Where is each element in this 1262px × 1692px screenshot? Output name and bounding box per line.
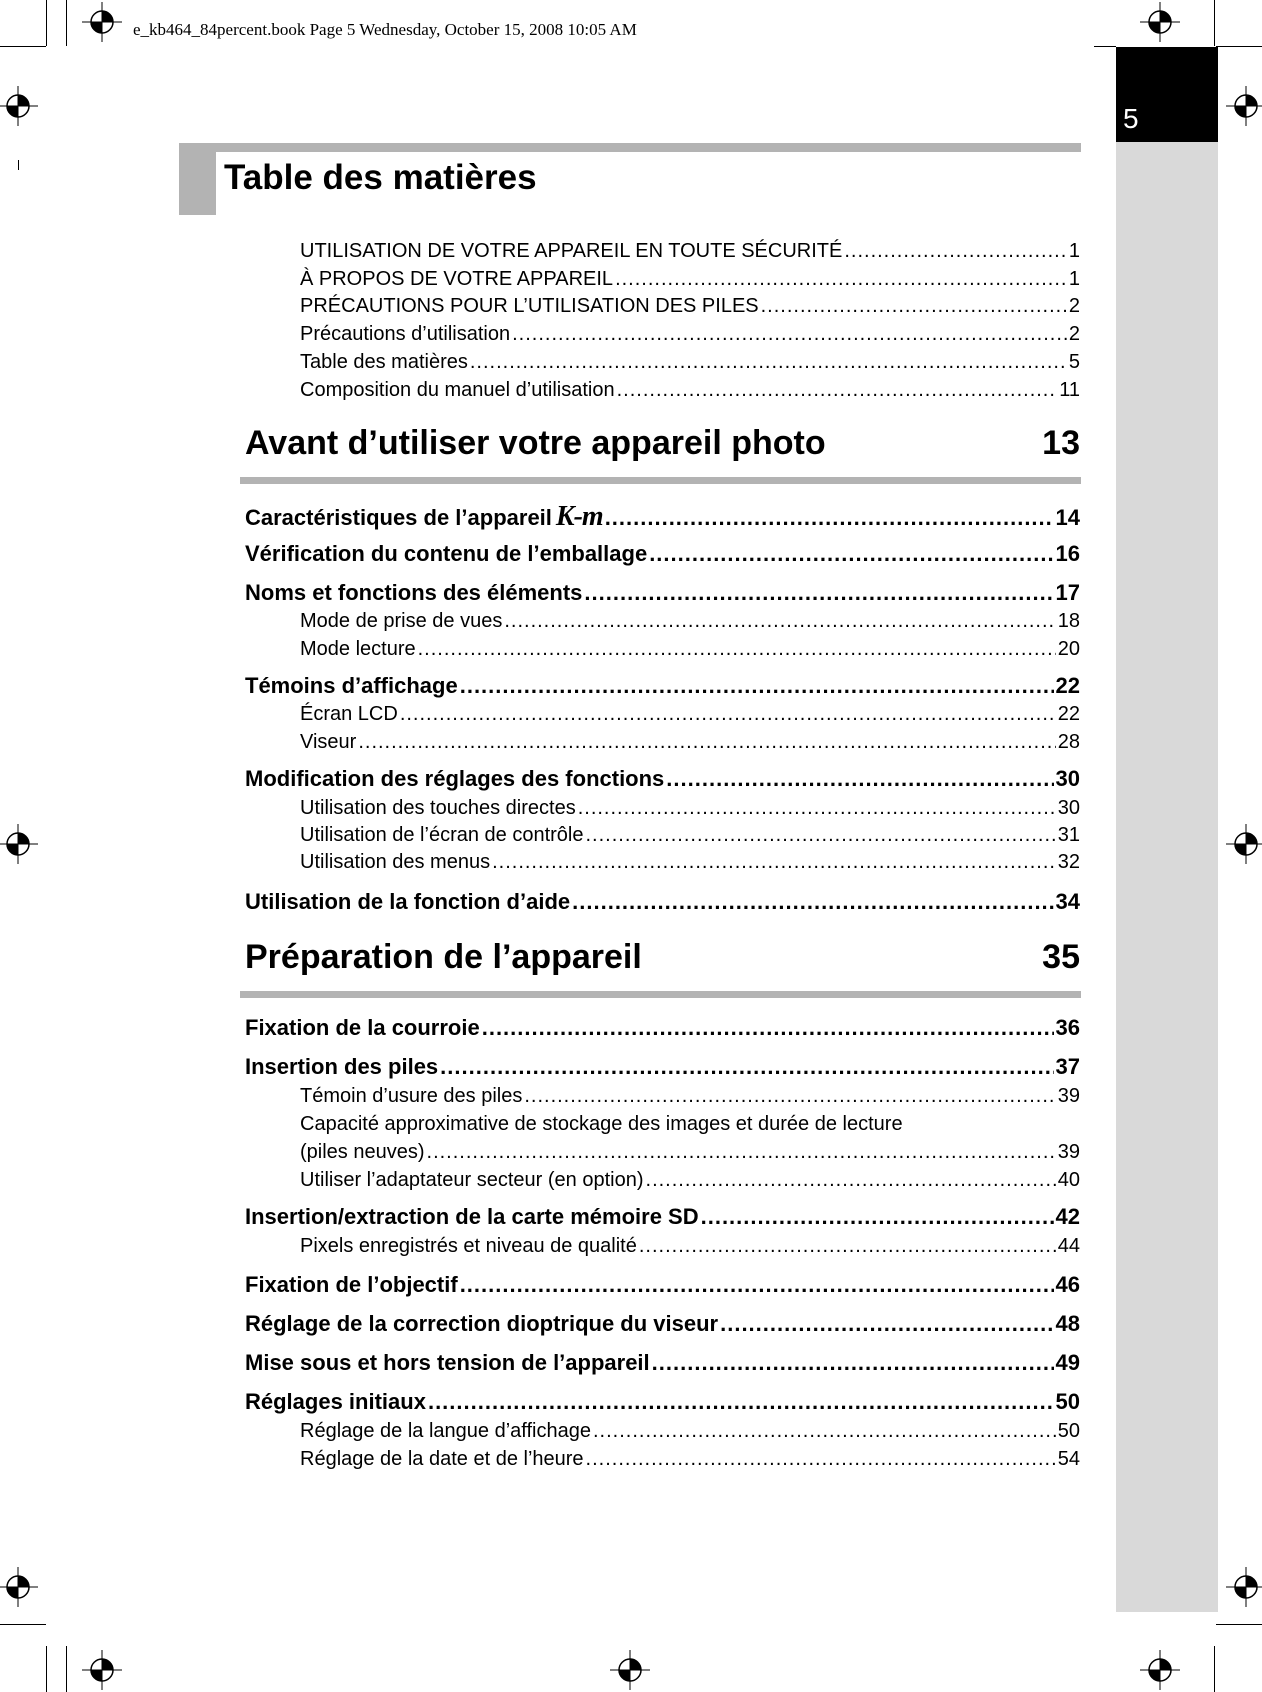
crop-mark	[66, 1646, 67, 1692]
toc-entry[interactable]: Pixels enregistrés et niveau de qualité ..... 44	[300, 1235, 1080, 1258]
crop-mark	[0, 46, 46, 47]
toc-entry[interactable]: Vérification du contenu de l’emballage ..... 16	[245, 541, 1080, 567]
toc-entry[interactable]: Utilisation des touches directes ..... 30	[300, 797, 1080, 820]
toc-entry[interactable]: Mode de prise de vues ..... 18	[300, 610, 1080, 633]
registration-mark-icon	[0, 824, 38, 864]
toc-entry[interactable]: Modification des réglages des fonctions ..... 30	[245, 766, 1080, 792]
k-m-logo: K-m	[555, 501, 603, 532]
crop-mark	[18, 160, 19, 170]
toc-entry[interactable]: Utilisation de l’écran de contrôle ..... 31	[300, 824, 1080, 847]
toc-entry[interactable]: Précautions d’utilisation ..... 2	[300, 323, 1080, 346]
registration-mark-icon	[0, 86, 38, 126]
registration-mark-icon	[82, 2, 122, 42]
page-title: Table des matières	[224, 158, 537, 197]
crop-mark	[1214, 0, 1215, 46]
crop-mark	[46, 0, 47, 46]
toc-entry[interactable]: Témoin d’usure des piles ..... 39	[300, 1085, 1080, 1108]
toc-entry[interactable]: Fixation de l’objectif ..... 46	[245, 1272, 1080, 1298]
side-tab-strip	[1116, 47, 1218, 1612]
toc-entry[interactable]: Insertion des piles ..... 37	[245, 1054, 1080, 1080]
toc-entry[interactable]: Utilisation des menus ..... 32	[300, 851, 1080, 874]
registration-mark-icon	[610, 1650, 650, 1690]
toc-entry[interactable]: Composition du manuel d’utilisation ..... 11	[300, 379, 1080, 402]
section-rule	[240, 477, 1081, 484]
toc-entry[interactable]: PRÉCAUTIONS POUR L’UTILISATION DES PILES ..... 2	[300, 295, 1080, 318]
crop-mark	[46, 1646, 47, 1692]
page-number: 5	[1123, 103, 1139, 134]
section-heading[interactable]: Préparation de l’appareil 35	[245, 938, 1080, 976]
toc-entry[interactable]: Réglages initiaux ..... 50	[245, 1389, 1080, 1415]
toc-entry-first-line[interactable]: Capacité approximative de stockage des images et durée de lecture	[300, 1113, 903, 1135]
toc-entry[interactable]: Caractéristiques de l’appareil K-m ..... 14	[245, 501, 1080, 533]
toc-entry[interactable]: Viseur ..... 28	[300, 731, 1080, 754]
crop-mark	[0, 1624, 46, 1625]
registration-mark-icon	[1226, 1567, 1262, 1607]
title-accent-bar	[179, 143, 216, 215]
section-heading[interactable]: Avant d’utiliser votre appareil photo 13	[245, 424, 1080, 462]
toc-entry[interactable]: Réglage de la correction dioptrique du viseur ..... 48	[245, 1311, 1080, 1337]
toc-entry[interactable]: Mode lecture ..... 20	[300, 638, 1080, 661]
registration-mark-icon	[1140, 2, 1180, 42]
toc-entry[interactable]: Mise sous et hors tension de l’appareil ..... 49	[245, 1350, 1080, 1376]
toc-entry[interactable]: À PROPOS DE VOTRE APPAREIL ..... 1	[300, 268, 1080, 291]
toc-entry[interactable]: Réglage de la langue d’affichage ..... 50	[300, 1420, 1080, 1443]
crop-mark	[66, 0, 67, 46]
registration-mark-icon	[82, 1650, 122, 1690]
crop-mark	[1214, 1646, 1215, 1692]
registration-mark-icon	[1226, 824, 1262, 864]
toc-entry[interactable]: Insertion/extraction de la carte mémoire SD ..... 42	[245, 1204, 1080, 1230]
toc-entry[interactable]: Table des matières ..... 5	[300, 351, 1080, 374]
title-rule	[216, 143, 1081, 152]
toc-entry[interactable]: Noms et fonctions des éléments ..... 17	[245, 580, 1080, 606]
toc-entry[interactable]: Utiliser l’adaptateur secteur (en option) ..... 40	[300, 1169, 1080, 1192]
toc-entry[interactable]: UTILISATION DE VOTRE APPAREIL EN TOUTE SÉCURITÉ ..... 1	[300, 240, 1080, 263]
crop-mark	[1216, 1624, 1262, 1625]
toc-entry[interactable]: Écran LCD ..... 22	[300, 703, 1080, 726]
section-rule	[240, 991, 1081, 998]
toc-entry[interactable]: Réglage de la date et de l’heure ..... 54	[300, 1448, 1080, 1471]
crop-mark	[1094, 46, 1116, 47]
registration-mark-icon	[1140, 1650, 1180, 1690]
registration-mark-icon	[1226, 86, 1262, 126]
toc-entry[interactable]: Témoins d’affichage ..... 22	[245, 673, 1080, 699]
registration-mark-icon	[0, 1567, 38, 1607]
crop-mark	[1216, 46, 1262, 47]
toc-entry[interactable]: (piles neuves) ..... 39	[300, 1141, 1080, 1164]
toc-entry[interactable]: Utilisation de la fonction d’aide ..... 34	[245, 889, 1080, 915]
toc-entry[interactable]: Fixation de la courroie ..... 36	[245, 1015, 1080, 1041]
print-header: e_kb464_84percent.book Page 5 Wednesday, October 15, 2008 10:05 AM	[133, 20, 637, 39]
